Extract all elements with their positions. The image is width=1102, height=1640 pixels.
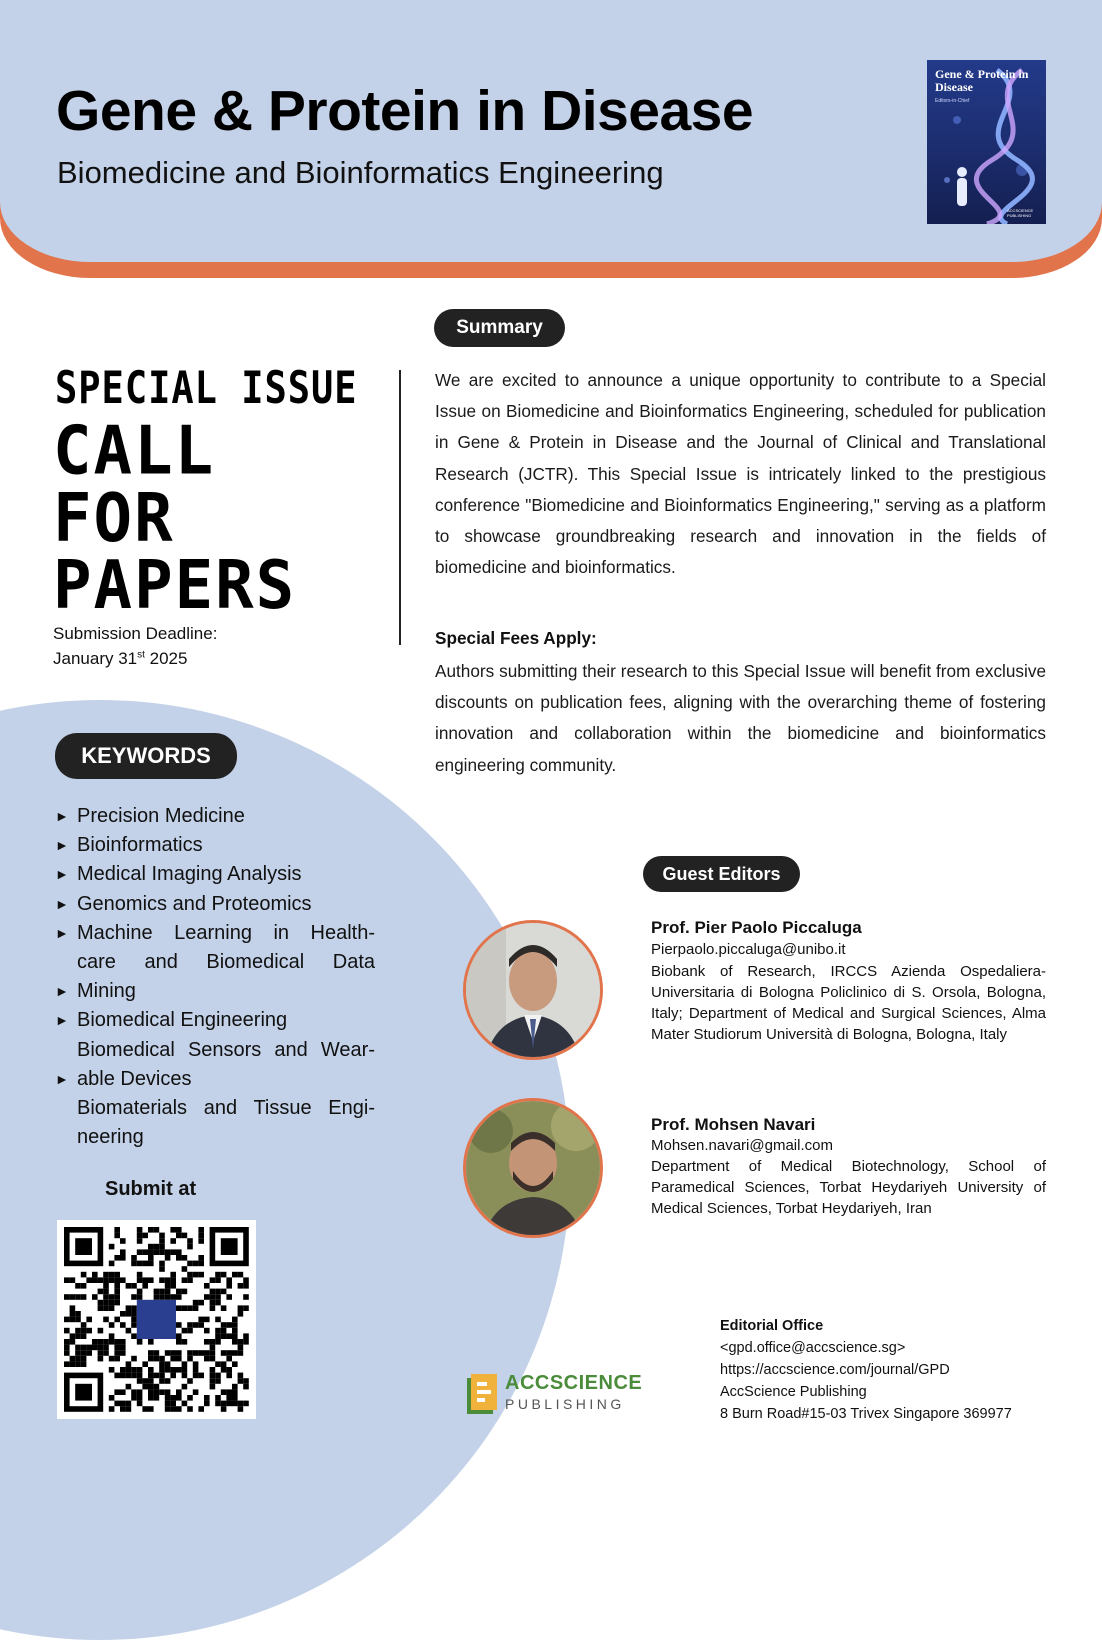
divider-line	[399, 370, 401, 645]
keyword-text: Biomedical Sensors and Wear-	[77, 1038, 375, 1061]
summary-text: We are excited to announce a unique opportunity to contribute to a Special Issue on Biomedicine and Bioinformatics Engineering, scheduled for publication in Gene & Protein in Disease and the Journal of Clinical and Translational Research (JCTR). This Special Issue is intricately linked to the prestigious conference "Biomedicine and Bioinformatics Engineering," serving as a platform to showcase groundbreaking research and innovation in the fields of biomedicine and bioinformatics.	[435, 370, 1046, 578]
accscience-logo[interactable]	[465, 1372, 645, 1418]
editor-email-1[interactable]: Pierpaolo.piccaluga@unibo.it	[651, 941, 846, 958]
editor-photo-2	[463, 1098, 603, 1238]
summary-pill: Summary	[434, 309, 565, 347]
keyword-text: Bioinformatics	[77, 834, 203, 857]
office-heading: Editorial Office	[720, 1318, 824, 1334]
keyword-item	[55, 860, 375, 889]
keyword-item	[55, 831, 375, 860]
editor-name-2: Prof. Mohsen Navari	[651, 1115, 816, 1134]
submit-at-label: Submit at	[105, 1178, 197, 1200]
keywords-list	[55, 802, 375, 1152]
keyword-item	[55, 1094, 375, 1123]
journal-cover-image	[927, 60, 1046, 224]
bullet-arrow-icon: ►	[55, 837, 69, 854]
call-for-papers-heading	[53, 412, 373, 625]
bullet-arrow-icon: ►	[55, 895, 69, 912]
editor-email-2[interactable]: Mohsen.navari@gmail.com	[651, 1137, 833, 1154]
keyword-item	[55, 802, 375, 831]
office-address: 8 Burn Road#15-03 Trivex Singapore 369977	[720, 1406, 1012, 1422]
deadline-date	[53, 649, 187, 669]
logo-line1: ACCSCIENCE	[505, 1372, 643, 1394]
keyword-text: Biomaterials and Tissue Engi-	[77, 1097, 375, 1120]
editor-affiliation-2: Department of Medical Biotechnology, School of Paramedical Sciences, Torbat Heydariyeh University of Medical Sciences, Torbat Heydariyeh, Iran	[651, 1158, 1046, 1217]
cover-publisher: ACCSCIENCE PUBLISHING	[1007, 208, 1034, 218]
bullet-arrow-icon: ►	[55, 983, 69, 1000]
deadline-label: Submission Deadline:	[53, 624, 218, 643]
guest-editors-pill: Guest Editors	[643, 856, 800, 892]
book-icon	[465, 1372, 499, 1416]
bullet-arrow-icon: ►	[55, 808, 69, 824]
logo-line2: PUBLISHING	[505, 1396, 625, 1412]
portrait-icon	[466, 1101, 600, 1235]
editor-photo-1	[463, 920, 603, 1060]
deadline-suffix: st	[137, 649, 145, 661]
cfp-line: CALL	[53, 412, 216, 491]
keyword-item	[55, 948, 375, 977]
journal-subtitle: Biomedicine and Bioinformatics Engineering	[57, 155, 664, 190]
deadline-month-day: January 31	[53, 649, 138, 668]
special-issue-heading: SPECIAL ISSUE	[55, 362, 358, 414]
keyword-text: Mining	[77, 980, 136, 1003]
keyword-item	[55, 977, 375, 1006]
keyword-text: Biomedical Engineering	[77, 1009, 288, 1032]
editorial-office	[720, 1315, 1012, 1425]
cfp-line: PAPERS	[53, 547, 297, 625]
keyword-text: Machine Learning in Health-	[77, 921, 375, 944]
keyword-item	[55, 890, 375, 919]
cover-title: Gene & Protein in Disease	[935, 67, 1029, 94]
keyword-text: neering	[77, 1126, 144, 1149]
keyword-item	[55, 1065, 375, 1094]
portrait-icon	[466, 923, 600, 1057]
keyword-text: Medical Imaging Analysis	[77, 863, 302, 886]
keyword-item	[55, 1006, 375, 1035]
fees-heading: Special Fees Apply:	[435, 628, 597, 648]
deadline-year: 2025	[144, 649, 188, 668]
bullet-arrow-icon: ►	[55, 924, 69, 941]
qr-code-graphic	[57, 1220, 256, 1419]
journal-title: Gene & Protein in Disease	[56, 79, 754, 143]
bullet-arrow-icon: ►	[55, 1070, 69, 1087]
editor-affiliation-1: Biobank of Research, IRCCS Azienda Ospedaliera-Universitaria di Bologna Policlinico di S. Orsola, Bologna, Italy; Department of Medical and Surgical Sciences, Alma Mater Studiorum Università di Bologna, Bologna, Italy	[651, 963, 1046, 1043]
keywords-pill: KEYWORDS	[55, 733, 237, 779]
keyword-text: Genomics and Proteomics	[77, 892, 312, 915]
office-email[interactable]: <gpd.office@accscience.sg>	[720, 1340, 906, 1356]
keyword-text: Precision Medicine	[77, 805, 245, 827]
keyword-item	[55, 1123, 375, 1152]
submission-qr-code[interactable]	[57, 1220, 256, 1419]
keyword-text: able Devices	[77, 1067, 192, 1090]
fees-text: Authors submitting their research to this Special Issue will benefit from exclusive discounts on publication fees, aligning with the overarching theme of fostering innovation and collaboration within the biomedicine and bioinformatics engineering community.	[435, 661, 1046, 775]
bullet-arrow-icon: ►	[55, 1012, 69, 1029]
office-url[interactable]: https://accscience.com/journal/GPD	[720, 1362, 950, 1378]
keyword-item	[55, 1036, 375, 1065]
cover-subtitle: Editors-in-Chief	[935, 98, 970, 104]
keyword-text: care and Biomedical Data	[77, 951, 375, 974]
editor-name-1: Prof. Pier Paolo Piccaluga	[651, 918, 862, 937]
bullet-arrow-icon: ►	[55, 866, 69, 883]
keyword-item	[55, 919, 375, 948]
office-name: AccScience Publishing	[720, 1384, 867, 1400]
cfp-line: FOR	[53, 479, 175, 558]
